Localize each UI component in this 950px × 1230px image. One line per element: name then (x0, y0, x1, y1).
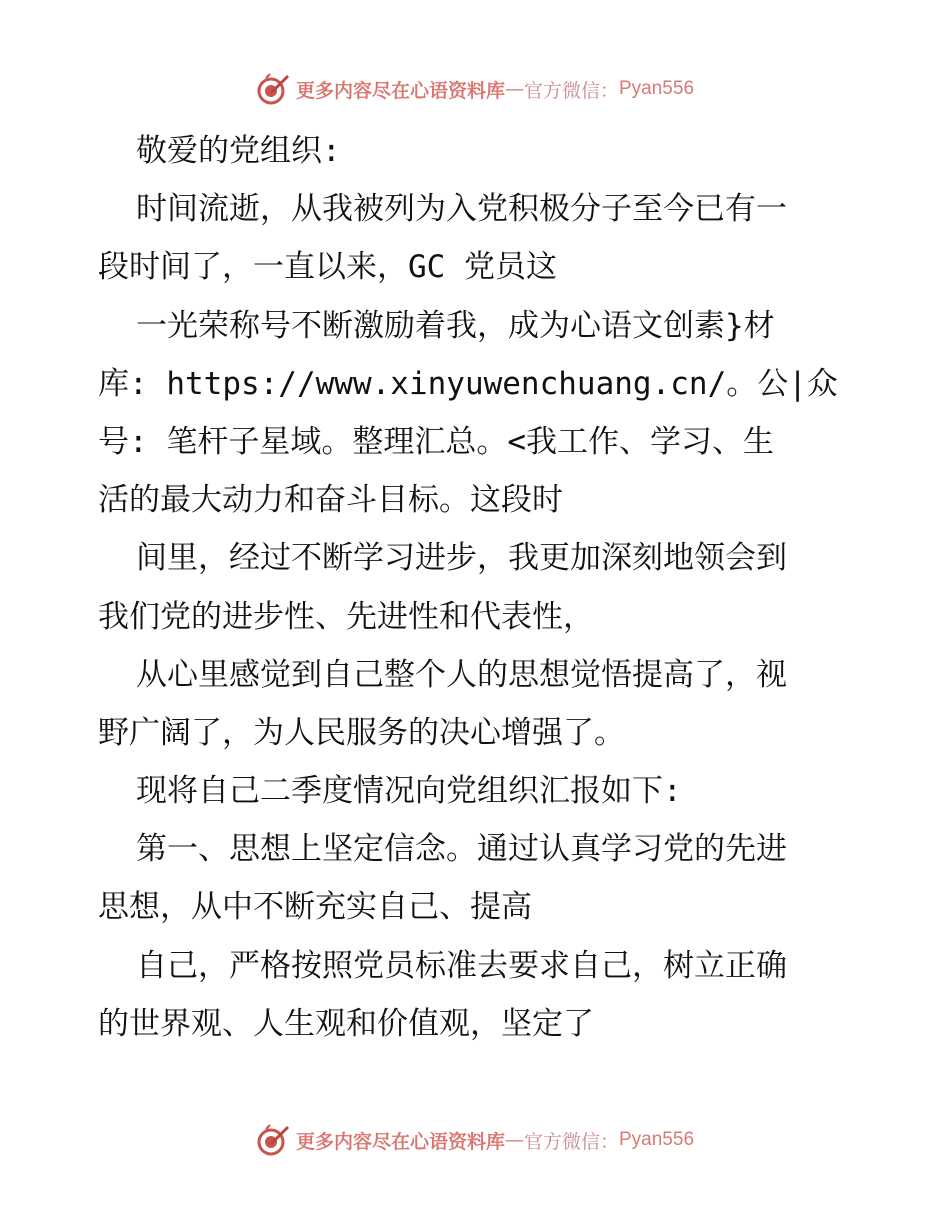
quill-seal-icon (256, 72, 290, 106)
quill-seal-icon (256, 1123, 290, 1157)
banner-separator: — (504, 78, 524, 100)
banner-wechat-label: 官方微信： (523, 1130, 619, 1153)
text-line: 野广阔了，为人民服务的决心增强了。 (98, 714, 625, 751)
text-line: 库: https://www.xinyuwenchuang.cn/。公|众 (98, 365, 838, 402)
banner-title: 更多内容尽在心语资料库 (295, 1130, 505, 1153)
text-line: 号: 笔杆子星域。整理汇总。<我工作、学习、生 (98, 423, 774, 460)
document-body (98, 122, 858, 1053)
text-line: 思想，从中不断充实自己、提高 (98, 889, 532, 926)
banner-title: 更多内容尽在心语资料库 (295, 79, 505, 102)
text-line: 间里，经过不断学习进步，我更加深刻地领会到 (136, 540, 787, 577)
text-line: 现将自己二季度情况向党组织汇报如下: (136, 773, 682, 810)
text-line: 从心里感觉到自己整个人的思想觉悟提高了，视 (136, 656, 787, 693)
text-line: 时间流逝，从我被列为入党积极分子至今已有一 (136, 191, 787, 228)
text-line: 第一、思想上坚定信念。通过认真学习党的先进 (136, 831, 787, 868)
banner-wechat-id: Pyan556 (619, 1129, 695, 1150)
text-line: 自己，严格按照党员标准去要求自己，树立正确 (136, 947, 787, 984)
banner-separator: — (504, 1129, 524, 1151)
header-banner (0, 69, 950, 109)
text-line: 我们党的进步性、先进性和代表性， (98, 598, 594, 635)
text-line: 活的最大动力和奋斗目标。这段时 (98, 482, 563, 519)
text-line: 敬爱的党组织: (136, 133, 341, 169)
text-line: 的世界观、人生观和价值观，坚定了 (98, 1005, 594, 1042)
text-line: 一光荣称号不断激励着我，成为心语文创素}材 (136, 307, 775, 344)
banner-wechat-id: Pyan556 (619, 78, 695, 99)
footer-banner (0, 1120, 950, 1160)
banner-wechat-label: 官方微信： (523, 79, 619, 102)
text-line: 段时间了，一直以来，GC 党员这 (98, 249, 557, 286)
